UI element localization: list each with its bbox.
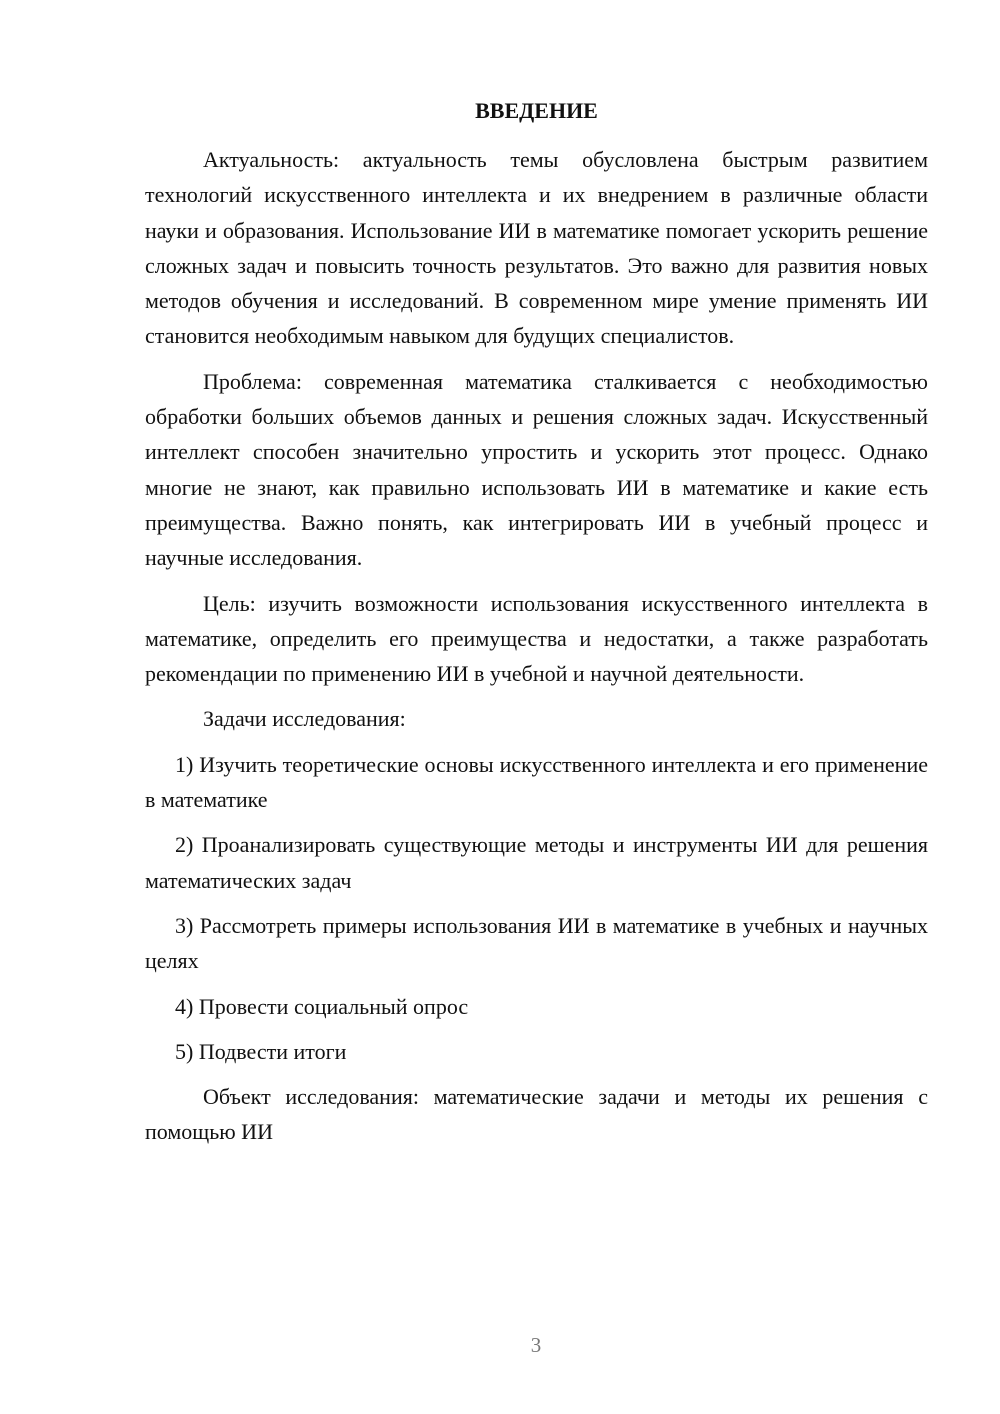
tasks-heading: Задачи исследования:	[203, 706, 406, 732]
task-list-item: 1) Изучить теоретические основы искусственного интеллекта и его применение в математике	[145, 751, 928, 813]
task-list-item: 2) Проанализировать существующие методы и инструменты ИИ для решения математических задач	[145, 832, 928, 893]
problem-paragraph: Проблема: современная математика сталкивается с необходимостью обработки больших объемов данных и решения сложных задач. Искусственный интеллект способен значительно упростить и ускорить этот процесс. Однако многие не знают, как правильно использовать ИИ в математике и какие есть преимущества. Важно понять, как интегрировать ИИ в учебный процесс и научные исследования.	[145, 368, 928, 571]
document-body	[145, 142, 928, 1150]
goal-paragraph: Цель: изучить возможности использования искусственного интеллекта в математике, определить его преимущества и недостатки, а также разработать рекомендации по применению ИИ в учебной и научной деятельности.	[145, 590, 928, 687]
task-list-item: 5) Подвести итоги	[175, 1038, 347, 1064]
task-list-item: 3) Рассмотреть примеры использования ИИ в математике в учебных и научных целях	[145, 912, 928, 974]
relevance-paragraph: Актуальность: актуальность темы обусловлена быстрым развитием технологий искусственного интеллекта и их внедрением в различные области науки и образования. Использование ИИ в математике помогает ускорить решение сложных задач и повысить точность результатов. Это важно для развития новых методов обучения и исследований. В современном мире умение применять ИИ становится необходимым навыком для будущих специалистов.	[145, 147, 928, 349]
object-paragraph: Объект исследования: математические задачи и методы их решения с помощью ИИ	[145, 1084, 928, 1145]
page-number: 3	[530, 1333, 542, 1357]
page-title: ВВЕДЕНИЕ	[475, 98, 598, 123]
task-list-item: 4) Провести социальный опрос	[175, 993, 469, 1019]
